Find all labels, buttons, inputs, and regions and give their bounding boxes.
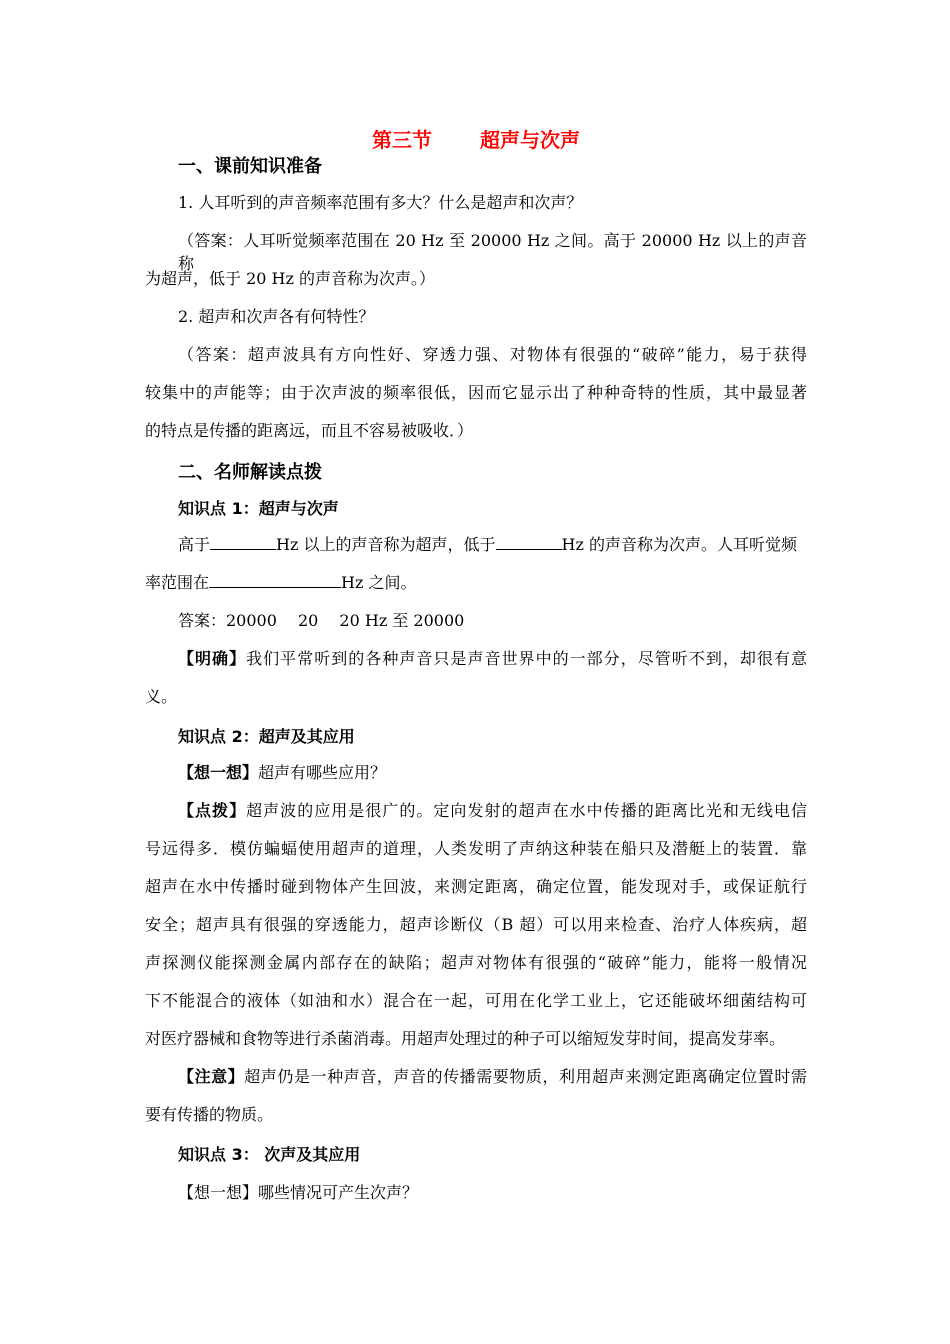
think-tag-kp3: 【想一想】 [178, 1183, 259, 1202]
note-line-2: 要有传播的物质。 [145, 1105, 274, 1124]
title-section-number: 第三节 [372, 128, 432, 152]
section-heading-2: 二、名师解读点拨 [178, 462, 322, 483]
think-tag: 【想一想】 [178, 763, 259, 782]
think-line-kp3: 【想一想】哪些情况可产生次声？ [178, 1183, 419, 1202]
question-2: 2. 超声和次声各有何特性？ [178, 307, 375, 326]
knowledge-point-2-heading: 知识点 2：超声及其应用 [178, 727, 355, 746]
answer-1-line-2: 为超声，低于 20 Hz 的声音称为次声。） [145, 269, 436, 288]
answer-1-line-1: （答案：人耳听觉频率范围在 20 Hz 至 20000 Hz 之间。高于 20000 Hz 以上的声音称 [178, 231, 807, 273]
answer-2-line-2: 较集中的声能等；由于次声波的频率很低，因而它显示出了种种奇特的性质，其中最显著 [145, 383, 807, 402]
question-1: 1. 人耳听到的声音频率范围有多大？什么是超声和次声？ [178, 193, 583, 212]
fill-blank-line-1: 高于 Hz 以上的声音称为超声，低于 Hz 的声音称为次声。人耳听觉频 [178, 535, 797, 554]
title-topic: 超声与次声 [480, 128, 580, 152]
clarify-line-1: 【明确】我们平常听到的各种声音只是声音世界中的一部分，尽管听不到，却很有意 [178, 649, 807, 668]
tip-line-2: 号远得多．模仿蝙蝠使用超声的道理，人类发明了声纳这种装在船只及潜艇上的装置．靠 [145, 839, 807, 858]
tip-line-3: 超声在水中传播时碰到物体产生回波，来测定距离，确定位置，能发现对手，或保证航行 [145, 877, 807, 896]
blank-3 [209, 573, 341, 588]
clarify-tag: 【明确】 [178, 649, 247, 668]
answer-2-line-3: 的特点是传播的距离远，而且不容易被吸收．） [145, 421, 474, 440]
knowledge-point-1-answer: 答案：20000 20 20 Hz 至 20000 [178, 611, 465, 630]
think-line-kp2: 【想一想】超声有哪些应用？ [178, 763, 387, 782]
blank-1 [210, 535, 276, 550]
tip-line-4: 安全；超声具有很强的穿透能力，超声诊断仪（B 超）可以用来检查、治疗人体疾病，超 [145, 915, 807, 934]
knowledge-point-3-heading: 知识点 3： 次声及其应用 [178, 1145, 361, 1164]
section-heading-1: 一、课前知识准备 [178, 156, 322, 177]
tip-line-5: 声探测仪能探测金属内部存在的缺陷；超声对物体有很强的“破碎”能力，能将一般情况 [145, 953, 807, 972]
answer-2-line-1: （答案：超声波具有方向性好、穿透力强、对物体有很强的“破碎”能力，易于获得 [178, 345, 807, 364]
clarify-line-2: 义。 [145, 687, 178, 706]
tip-line-6: 下不能混合的液体（如油和水）混合在一起，可用在化学工业上，它还能破坏细菌结构可 [145, 991, 807, 1010]
note-tag: 【注意】 [178, 1067, 245, 1086]
blank-2 [496, 535, 562, 550]
page-title [145, 124, 807, 153]
note-line-1: 【注意】超声仍是一种声音，声音的传播需要物质，利用超声来测定距离确定位置时需 [178, 1067, 807, 1086]
tip-line-7: 对医疗器械和食物等进行杀菌消毒。用超声处理过的种子可以缩短发芽时间，提高发芽率。 [145, 1029, 786, 1048]
knowledge-point-1-heading: 知识点 1：超声与次声 [178, 499, 339, 518]
tip-tag: 【点拨】 [178, 801, 247, 820]
fill-blank-line-2: 率范围在 Hz 之间。 [145, 573, 417, 592]
tip-line-1: 【点拨】超声波的应用是很广的。定向发射的超声在水中传播的距离比光和无线电信 [178, 801, 807, 820]
